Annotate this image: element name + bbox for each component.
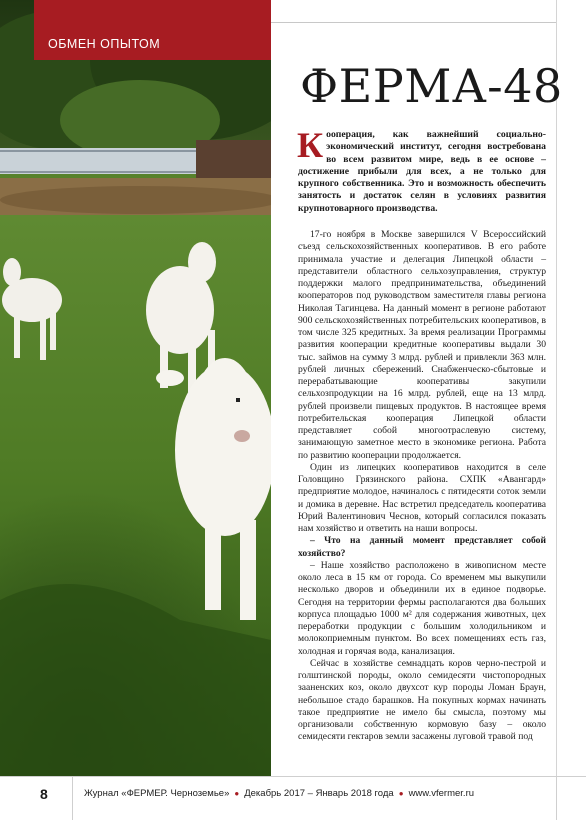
paragraph-2: Один из липецких кооперативов находится в селе Головщино Грязинского района. СХПК «Авангард» предприятие молодое, начиналось с пятидесяти соток земли и домика в деревне. Нас встретил председатель кооператива Юрий Валентинович Чеснов, который согласился показать нам хозяйство и ответить на наши вопросы.: [298, 461, 546, 535]
issue-date: Декабрь 2017 – Январь 2018 года: [244, 788, 394, 799]
paragraph-4: Сейчас в хозяйстве семнадцать коров черно-пестрой и голштинской породы, около семидесяти чистопородных зааненских коз, около двухсот кур породы Ломан Браун, небольшое стадо барашков. На покупных кормах начинать такое предприятие не имело бы смысла, поэтому мы организовали собственную кормовую базу – около семидесяти гектаров земли засажены луговой травой под: [298, 657, 546, 743]
footer-divider: [72, 777, 73, 820]
section-rubric: [34, 0, 271, 60]
article-lead: [297, 125, 546, 215]
paragraph-3: – Наше хозяйство расположено в живописном месте около леса в 15 км от города. Со временем мы выкупили несколько дворов и объединили их в единое подворье. Сегодня на территории фермы располагаются два больших корпуса площадью 1000 м² для содержания животных, цех переработки продукции с большим холодильником и молокоприемным пунктом. Во всех помещениях есть газ, холодная и горячая вода, канализация.: [298, 559, 546, 657]
footer-info: [84, 788, 474, 799]
goats-photo: [0, 0, 271, 776]
page-number: 8: [40, 786, 48, 802]
article-body: [298, 229, 546, 744]
lead-text: ооперация, как важнейший социально-экономический институт, сегодня востребована во всем развитом мире, ведь в ее основе – достижение прибыли для всех, а не только для крупного собственника. Это и возможность обеспечить занятость и достаток селян в условиях развития крупнотоварного производства.: [298, 129, 546, 214]
top-rule: [271, 22, 556, 23]
drop-cap: К: [297, 125, 324, 165]
interview-question: – Что на данный момент представляет собой хозяйство?: [298, 535, 546, 559]
page-footer: [0, 777, 586, 820]
bullet-dot-icon: ●: [234, 789, 240, 798]
footer-right-divider: [556, 777, 557, 820]
article-title: ФЕРМА-48: [300, 59, 563, 113]
bullet-dot-icon: ●: [398, 789, 404, 798]
paragraph-1: 17-го ноября в Москве завершился V Всероссийский съезд сельскохозяйственных кооперативов. В его работе принимала участие и делегация Липецкой области – представители областного сельхозуправления, структур поддержки малого предпринимательства, объединений кооператоров под руководством заместителя главы региона Николая Тагинцева. На данный момент в регионе работают 900 сельскохозяйственных потребительских кооперативов, в том числе 325 кредитных. За время реализации Программы развития кооперации кредитные кооперативы выдали 30 тыс. займов на сумму 3 млрд. рублей и привлекли 363 млн. рублей личных сбережений. Снабженческо-сбытовые и перерабатывающие кооперативы закупили сельхозпродукции на 16 млрд. рублей, еще на 13 млрд. рублей произвели пищевых продуктов. В настоящее время потребительская кооперация Липецкой области представляет собой многоотраслевую систему, занимающую заметное место в экономике региона. Работа по развитию кооперации продолжается.: [298, 229, 546, 461]
journal-name: Журнал «ФЕРМЕР. Черноземье»: [84, 788, 230, 799]
website-link[interactable]: www.vfermer.ru: [408, 788, 475, 799]
right-rule: [556, 0, 557, 776]
rubric-label: ОБМЕН ОПЫТОМ: [48, 37, 161, 51]
article-text-column: [297, 125, 546, 744]
